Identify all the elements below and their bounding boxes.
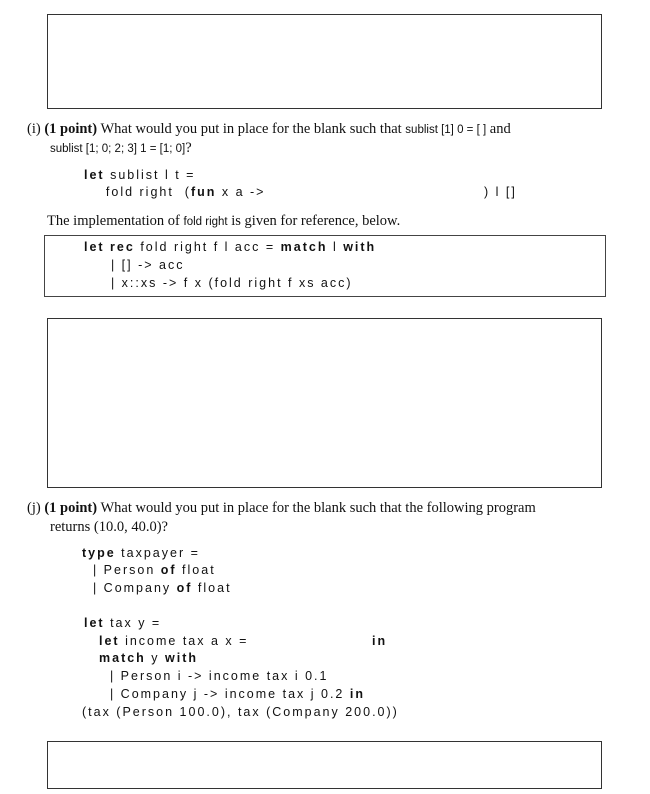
reference-text-end: is given for reference, below. xyxy=(231,213,401,229)
answer-box-j[interactable] xyxy=(47,741,602,789)
kw-with: with xyxy=(165,651,199,665)
code-text: | Person xyxy=(82,563,161,577)
question-j-points: (1 point) xyxy=(44,500,98,516)
code-text: | Company j -> income tax j 0.2 xyxy=(99,687,350,701)
question-i-prompt-line2 xyxy=(50,139,610,159)
code-j-line3 xyxy=(82,581,232,595)
code-text: (tax (Person 100.0), tax (Company 200.0)) xyxy=(82,705,399,719)
question-i-and: and xyxy=(489,121,511,137)
code-text: | [] -> acc xyxy=(100,258,185,272)
question-i-expr1: sublist [1] 0 = [ ] xyxy=(405,124,487,136)
code-text: y xyxy=(145,651,166,665)
question-i-label: (i) xyxy=(27,121,41,137)
code-j-line2 xyxy=(82,563,216,577)
question-i-text: What would you put in place for the blank such that xyxy=(100,121,402,137)
question-i-expr2: sublist [1; 0; 2; 3] 1 = [1; 0] xyxy=(50,143,186,155)
code-j-line5-in xyxy=(372,634,387,648)
kw-match: match xyxy=(280,240,328,254)
reference-text: The implementation of xyxy=(47,213,180,229)
kw-of: of xyxy=(160,563,177,577)
question-j-text-2: returns (10.0, 40.0)? xyxy=(50,519,168,535)
code-text: | Company xyxy=(82,581,177,595)
code-text: | x::xs -> f x (fold right f xs acc) xyxy=(100,276,353,290)
code-text: float xyxy=(176,563,216,577)
code-j-line1 xyxy=(82,546,200,560)
code-text: l xyxy=(327,240,344,254)
code-text: fold right ( xyxy=(84,185,191,199)
reference-intro xyxy=(47,212,607,232)
code-text: sublist l t = xyxy=(104,168,196,182)
code-text: ) l [] xyxy=(484,185,517,199)
question-j-prompt-line2 xyxy=(50,518,610,537)
kw-fun: fun xyxy=(190,185,217,199)
kw-type: type xyxy=(82,546,116,560)
question-i-points: (1 point) xyxy=(44,121,98,137)
question-j-prompt xyxy=(27,499,627,518)
question-j-label: (j) xyxy=(27,500,41,516)
code-text: | Person i -> income tax i 0.1 xyxy=(99,669,329,683)
kw-match: match xyxy=(99,651,146,665)
code-sublist-line2-end xyxy=(484,185,517,199)
code-text: float xyxy=(192,581,232,595)
kw-in: in xyxy=(372,634,388,648)
ref-line1 xyxy=(84,240,376,254)
code-text: fold right f l acc = xyxy=(134,240,281,254)
reference-fn-name: fold right xyxy=(183,216,228,228)
question-i-qmark: ? xyxy=(185,140,192,156)
code-text: x a -> xyxy=(216,185,266,199)
code-j-line9 xyxy=(82,705,399,719)
code-j-line5 xyxy=(99,634,248,648)
answer-box-i[interactable] xyxy=(47,318,602,488)
kw-with: with xyxy=(343,240,377,254)
code-j-line7 xyxy=(99,669,328,683)
code-text: income tax a x = xyxy=(119,634,249,648)
kw-let: let xyxy=(84,168,105,182)
code-j-line4 xyxy=(84,616,161,630)
kw-of: of xyxy=(176,581,193,595)
question-j-text: What would you put in place for the blank such that the following program xyxy=(100,500,536,516)
code-j-line8 xyxy=(99,687,365,701)
kw-let: let xyxy=(84,616,105,630)
code-sublist-line1 xyxy=(84,168,195,182)
kw-let-rec: let rec xyxy=(84,240,135,254)
kw-let: let xyxy=(99,634,120,648)
question-i-prompt xyxy=(27,120,617,140)
code-text: tax y = xyxy=(104,616,162,630)
ref-line3 xyxy=(100,276,353,290)
code-text: taxpayer = xyxy=(115,546,200,560)
code-sublist-line2 xyxy=(84,185,265,199)
ref-line2 xyxy=(100,258,184,272)
code-j-line6 xyxy=(99,651,198,665)
kw-in: in xyxy=(349,687,365,701)
answer-box-h[interactable] xyxy=(47,14,602,109)
